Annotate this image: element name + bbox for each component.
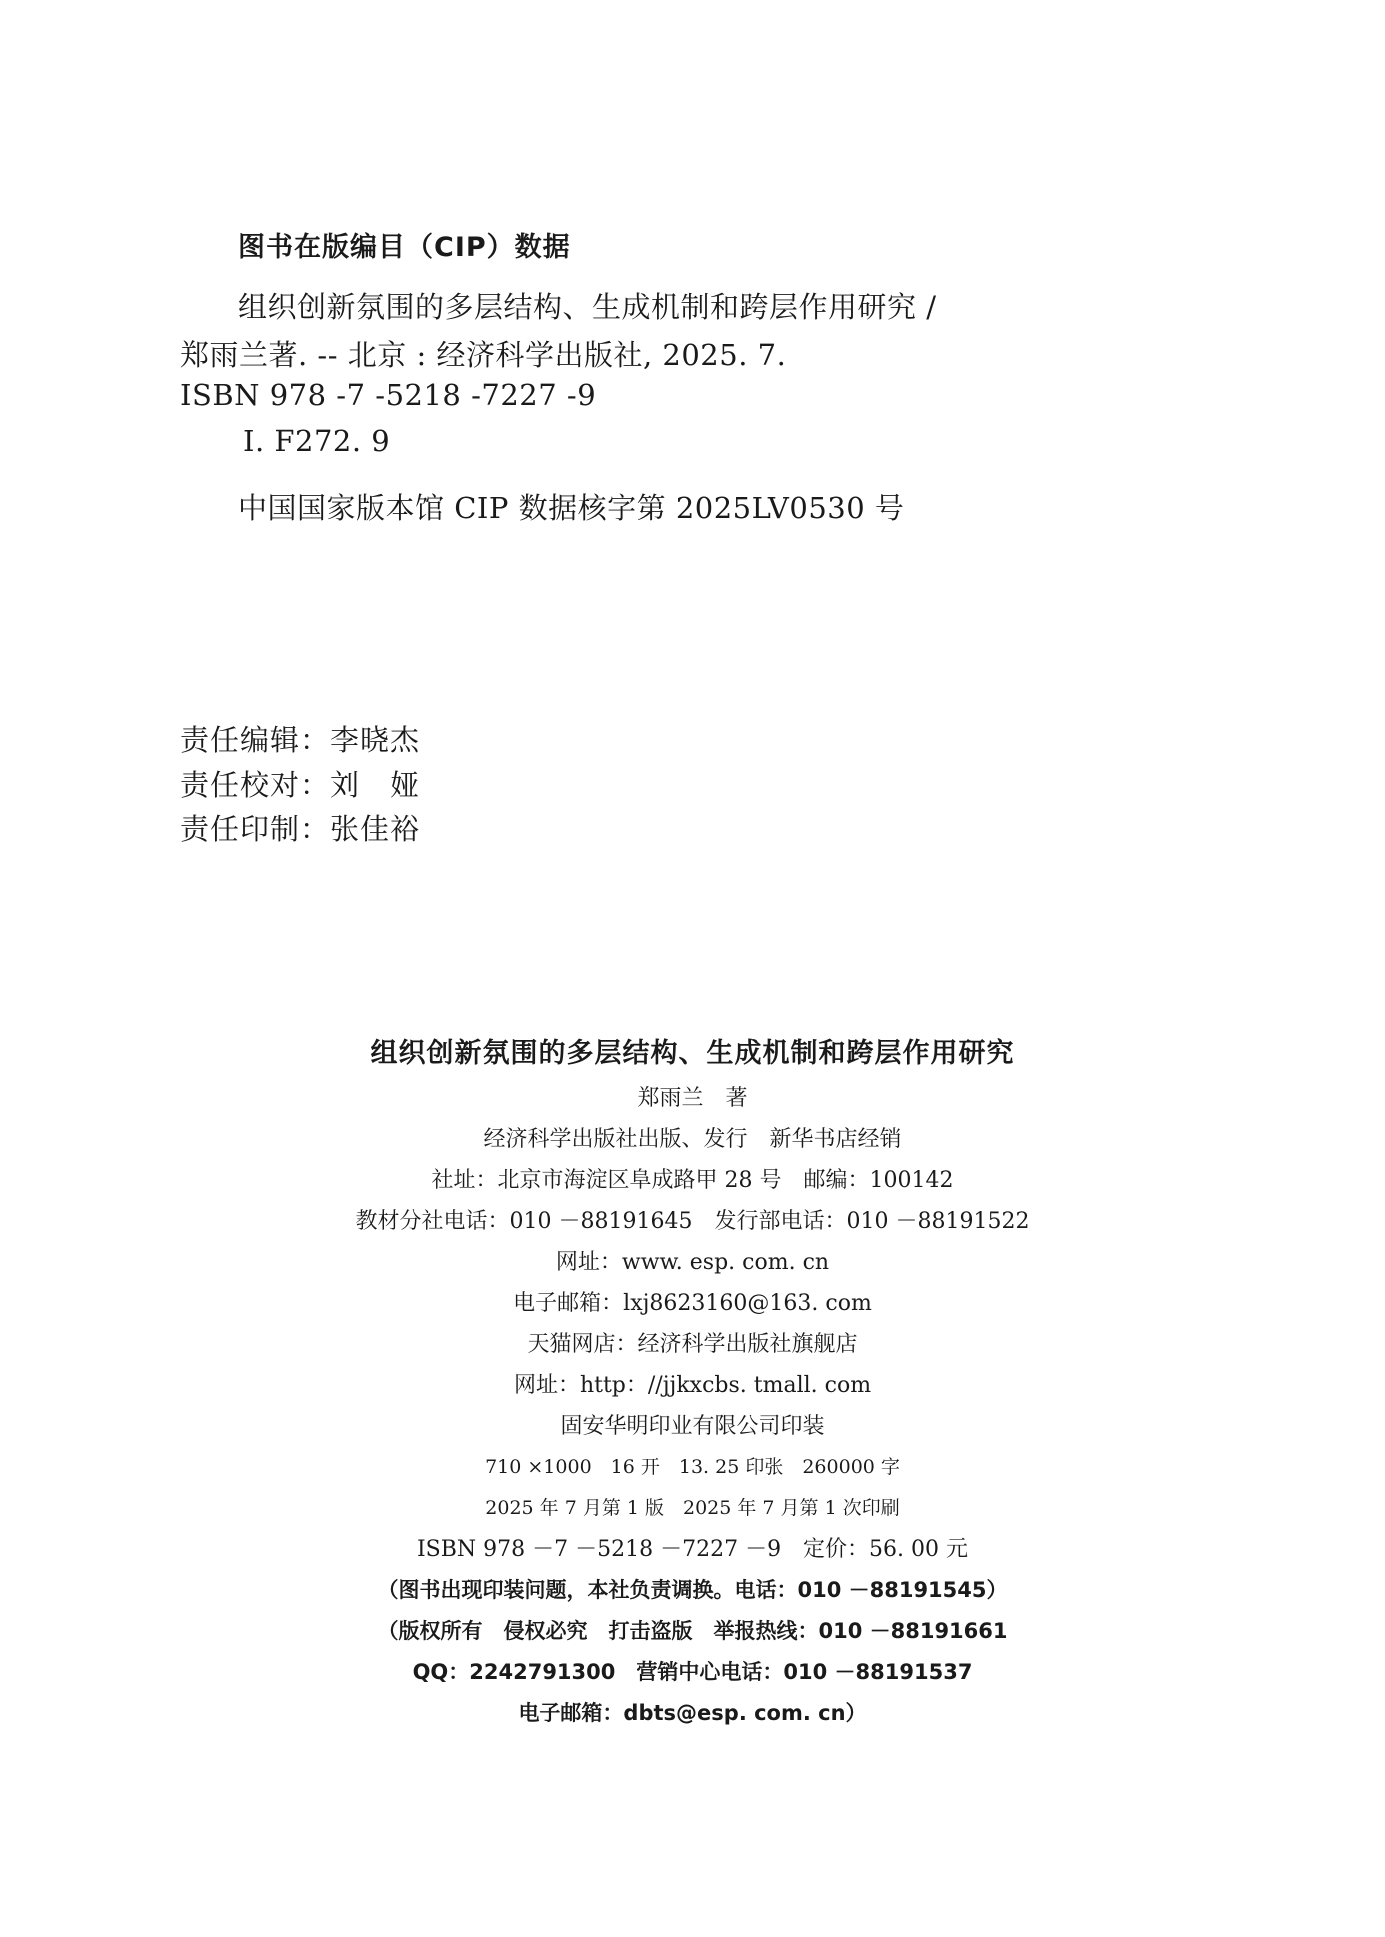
responsible-printing: 责任印制：张佳裕 (180, 812, 421, 846)
colophon-notice-3: QQ：2242791300 营销中心电话：010 －88191537 (412, 1660, 973, 1684)
cip-classification-line: Ⅰ. F272. 9 (243, 424, 391, 458)
colophon-email: 电子邮箱：lxj8623160@163. com (513, 1291, 872, 1316)
colophon-title: 组织创新氛围的多层结构、生成机制和跨层作用研究 (370, 1038, 1015, 1069)
colophon-specs: 710 ×1000 16 开 13. 25 印张 260000 字 (485, 1456, 900, 1478)
colophon-phones: 教材分社电话：010 －88191645 发行部电话：010 －88191522 (355, 1209, 1030, 1234)
responsible-proofreader: 责任校对：刘 娅 (180, 768, 421, 802)
cip-record-number: 中国国家版本馆 CIP 数据核字第 2025LV0530 号 (238, 491, 905, 525)
responsible-editor: 责任编辑：李晓杰 (180, 723, 421, 757)
colophon-notice-4: 电子邮箱：dbts@esp. com. cn） (518, 1701, 867, 1725)
colophon-notice-1: （图书出现印装问题，本社负责调换。电话：010 －88191545） (377, 1578, 1008, 1602)
cip-isbn-line: ISBN 978 -7 -5218 -7227 -9 (180, 378, 597, 412)
cip-book-title-line: 组织创新氛围的多层结构、生成机制和跨层作用研究 / (238, 290, 937, 324)
colophon-address: 社址：北京市海淀区阜成路甲 28 号 邮编：100142 (431, 1168, 954, 1193)
colophon-printer: 固安华明印业有限公司印装 (560, 1414, 825, 1439)
cip-author-publisher-line: 郑雨兰著. -- 北京 : 经济科学出版社, 2025. 7. (180, 338, 787, 372)
colophon (0, 1030, 1385, 1734)
colophon-tmall-url: 网址：http：//jjkxcbs. tmall. com (513, 1373, 872, 1398)
cip-heading: 图书在版编目（CIP）数据 (238, 232, 571, 263)
colophon-tmall-store: 天猫网店：经济科学出版社旗舰店 (527, 1332, 858, 1357)
colophon-publisher: 经济科学出版社出版、发行 新华书店经销 (483, 1127, 902, 1152)
colophon-author: 郑雨兰 著 (637, 1086, 748, 1111)
colophon-website: 网址：www. esp. com. cn (555, 1250, 830, 1275)
colophon-edition: 2025 年 7 月第 1 版 2025 年 7 月第 1 次印刷 (485, 1497, 900, 1519)
colophon-notice-2: （版权所有 侵权必究 打击盗版 举报热线：010 －88191661 (377, 1619, 1008, 1643)
colophon-isbn-price: ISBN 978 －7 －5218 －7227 －9 定价：56. 00 元 (416, 1537, 969, 1562)
